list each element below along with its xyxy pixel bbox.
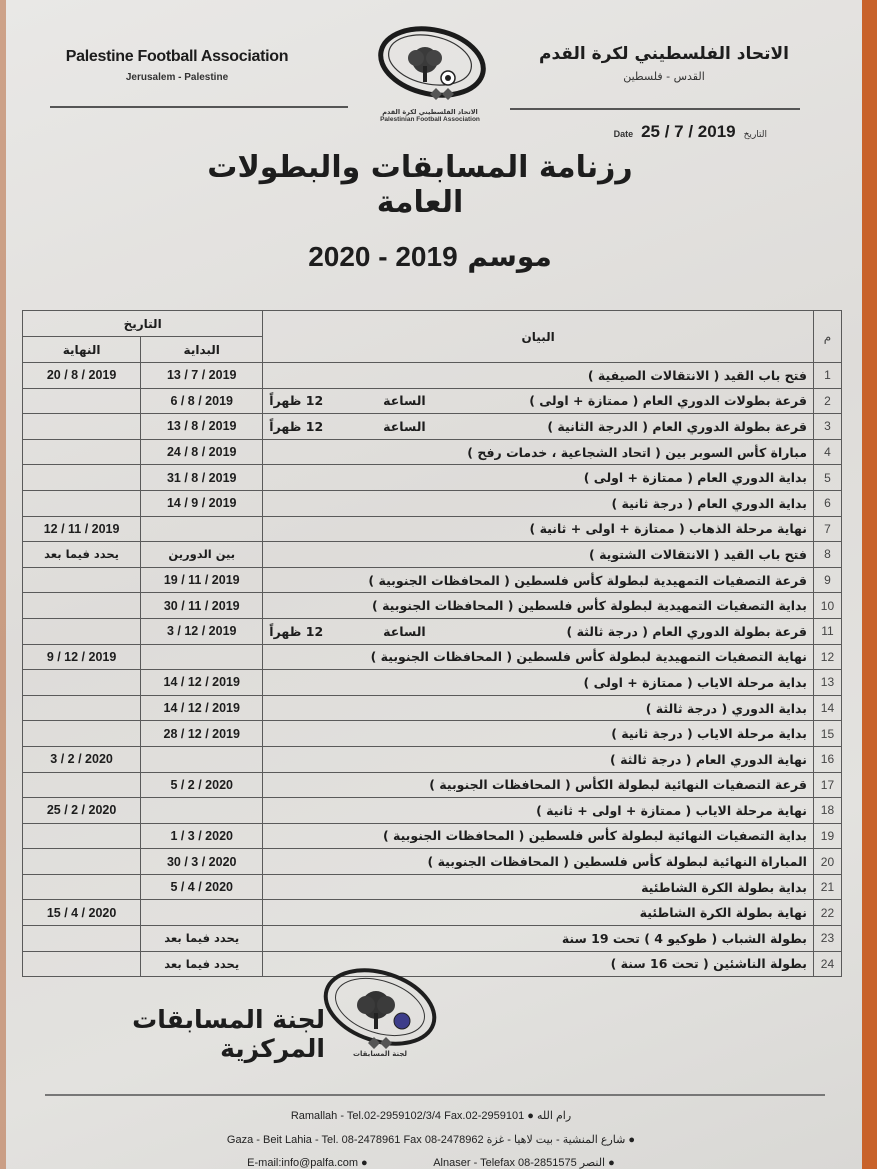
table-row [23,644,842,670]
start-date [141,798,263,824]
end-date [23,823,141,849]
row-description [263,926,814,952]
start-date: 19 / 11 / 2019 [141,567,263,593]
start-date: يحدد فيما بعد [141,926,263,952]
table-row [23,721,842,747]
start-date: 30 / 11 / 2019 [141,593,263,619]
row-number: 20 [813,849,841,875]
row-description [263,670,814,696]
description-text: نهاية مرحلة الاياب ( ممتازة + اولى + ثانية ) [536,802,807,818]
table-row [23,363,842,389]
draw-time [269,624,425,639]
description-text: نهاية مرحلة الذهاب ( ممتازة + اولى + ثانية ) [529,521,807,537]
row-description [263,695,814,721]
footer-divider [45,1094,825,1096]
row-number: 24 [813,951,841,977]
row-number: 9 [813,567,841,593]
row-number: 14 [813,695,841,721]
end-date [23,849,141,875]
description-text: بطولة الناشئين ( تحت 16 سنة ) [610,956,807,972]
row-description [263,823,814,849]
table-row [23,388,842,414]
start-date: 30 / 3 / 2020 [141,849,263,875]
table-row [23,593,842,619]
start-date: 14 / 12 / 2019 [141,670,263,696]
footer-gaza: Gaza - Beit Lahia - Tel. 08-2478961 Fax 08-2478962 شارع المنشية - بيت لاهيا - غزة ● [226,1134,636,1146]
date-label-ar: التاريخ [743,130,767,140]
row-number: 15 [813,721,841,747]
stamp-caption: لجنة المسابقات [352,1050,407,1058]
row-number: 16 [813,746,841,772]
table-row [23,798,842,824]
row-description [263,542,814,568]
end-date: يحدد فيما بعد [23,542,141,568]
header-english [62,48,292,83]
start-date: 14 / 12 / 2019 [141,695,263,721]
schedule-body [23,363,842,977]
schedule-table [22,310,842,977]
row-description [263,567,814,593]
table-row [23,439,842,465]
row-description [263,644,814,670]
row-number: 13 [813,670,841,696]
description-text: قرعة بطولات الدوري العام ( ممتازة + اولى ) [529,393,807,409]
end-date [23,926,141,952]
end-date: 3 / 2 / 2020 [23,746,141,772]
description-text: نهاية بطولة الكرة الشاطئية [639,905,807,921]
end-date [23,951,141,977]
end-date [23,670,141,696]
row-description [263,516,814,542]
table-row [23,670,842,696]
description-text: بداية الدوري العام ( ممتازة + اولى ) [583,470,807,486]
end-date [23,388,141,414]
table-row [23,874,842,900]
table-row [23,465,842,491]
header-num: م [813,311,841,363]
table-row [23,772,842,798]
end-date: 25 / 2 / 2020 [23,798,141,824]
row-number: 18 [813,798,841,824]
start-date: 28 / 12 / 2019 [141,721,263,747]
start-date: 5 / 4 / 2020 [141,874,263,900]
time-label: الساعة [383,623,426,639]
start-date [141,746,263,772]
time-value: 12 ظهراً [269,393,324,409]
row-description [263,593,814,619]
row-description [263,746,814,772]
description-text: فتح باب القيد ( الانتقالات الصيفية ) [587,367,807,383]
row-number: 17 [813,772,841,798]
row-number: 12 [813,644,841,670]
end-date [23,874,141,900]
document-date [614,122,767,142]
page-title: رزنامة المسابقات والبطولات العامة [207,150,633,220]
row-number: 10 [813,593,841,619]
time-label: الساعة [383,418,426,434]
table-row [23,746,842,772]
table-row [23,900,842,926]
description-text: قرعة بطولة الدوري العام ( الدرجة الثانية ) [547,418,807,434]
row-description [263,490,814,516]
start-date: بين الدورين [141,542,263,568]
row-description [263,900,814,926]
footer-alnaser: Alnaser - Telefax 08-2851575 النصر ● [433,1157,615,1169]
start-date: 13 / 8 / 2019 [141,414,263,440]
end-date: 15 / 4 / 2020 [23,900,141,926]
row-number: 7 [813,516,841,542]
start-date: 1 / 3 / 2020 [141,823,263,849]
row-number: 4 [813,439,841,465]
time-value: 12 ظهراً [269,418,324,434]
table-row [23,516,842,542]
logo-caption-en: Palestinian Football Association [380,116,480,123]
start-date: 14 / 9 / 2019 [141,490,263,516]
description-text: نهاية الدوري العام ( درجة ثالثة ) [610,751,807,767]
logo-caption-ar: الاتحاد الفلسطيني لكرة القدم [382,108,478,116]
row-number: 19 [813,823,841,849]
start-date: 6 / 8 / 2019 [141,388,263,414]
description-text: بداية التصفيات النهائية لبطولة كأس فلسطين ( المحافظات الجنوبية ) [382,828,807,844]
table-row [23,414,842,440]
table-row [23,567,842,593]
header-start: البداية [141,337,263,363]
start-date: 3 / 12 / 2019 [141,618,263,644]
season-title [270,240,590,273]
description-text: بطولة الشباب ( طوكيو 4 ) تحت 19 سنة [561,930,807,946]
description-text: مباراة كأس السوبر بين ( اتحاد الشجاعية ، خدمات رفح ) [467,444,807,460]
end-date [23,618,141,644]
location-en: Jerusalem - Palestine [125,72,229,83]
description-text: بداية الدوري ( درجة ثالثة ) [645,700,807,716]
time-value: 12 ظهراً [269,623,324,639]
row-number: 1 [813,363,841,389]
table-row [23,849,842,875]
row-number: 22 [813,900,841,926]
footer-email: E-mail:info@palfa.com ● [247,1157,368,1169]
row-description [263,772,814,798]
start-date: 24 / 8 / 2019 [141,439,263,465]
row-description [263,798,814,824]
draw-time [269,419,425,434]
end-date: 12 / 11 / 2019 [23,516,141,542]
start-date [141,900,263,926]
end-date [23,465,141,491]
committee-signature: لجنة المسابقات المركزية [132,1005,325,1063]
start-date: 5 / 2 / 2020 [141,772,263,798]
table-row [23,542,842,568]
table-row [23,490,842,516]
row-description [263,849,814,875]
season-label: موسم [467,240,552,273]
row-description [263,721,814,747]
start-date: 13 / 7 / 2019 [141,363,263,389]
date-label-en: Date [613,129,634,139]
date-value: 25 / 7 / 2019 [641,122,736,141]
description-text: بداية الدوري العام ( درجة ثانية ) [611,495,807,511]
row-description [263,439,814,465]
row-number: 5 [813,465,841,491]
end-date [23,490,141,516]
row-description [263,363,814,389]
end-date [23,439,141,465]
table-row [23,926,842,952]
org-name-ar: الاتحاد الفلسطيني لكرة القدم [539,44,789,64]
table-row [23,618,842,644]
header-divider-right [510,108,800,110]
description-text: نهاية التصفيات التمهيدية لبطولة كأس فلسطين ( المحافظات الجنوبية ) [370,649,807,665]
logo-caption [340,108,520,124]
row-number: 8 [813,542,841,568]
footer-ramallah: Ramallah - Tel.02-2959102/3/4 Fax.02-2959101 ● رام الله [290,1110,572,1122]
end-date: 20 / 8 / 2019 [23,363,141,389]
row-number: 2 [813,388,841,414]
description-text: بداية مرحلة الاياب ( درجة ثانية ) [611,726,807,742]
footer-contact [0,1156,862,1169]
end-date: 9 / 12 / 2019 [23,644,141,670]
row-description [263,465,814,491]
end-date [23,593,141,619]
draw-time [269,393,425,408]
row-number: 11 [813,618,841,644]
committee-stamp-icon [318,965,448,1075]
page-edge [0,0,6,1169]
row-number: 6 [813,490,841,516]
row-number: 3 [813,414,841,440]
season-years: 2020 - 2019 [308,241,458,272]
description-text: بداية مرحلة الاياب ( ممتازة + اولى ) [583,674,807,690]
header-divider-left [50,106,348,108]
description-text: فتح باب القيد ( الانتقالات الشتوية ) [589,546,807,562]
start-date: يحدد فيما بعد [141,951,263,977]
row-number: 23 [813,926,841,952]
row-description [263,414,814,440]
end-date [23,414,141,440]
start-date [141,644,263,670]
table-row [23,695,842,721]
time-label: الساعة [383,393,426,409]
description-text: بداية بطولة الكرة الشاطئية [641,879,807,895]
end-date [23,695,141,721]
header-arabic [534,44,794,83]
header-date-group: التاريخ [23,311,263,337]
header-description: البيان [263,311,814,363]
end-date [23,772,141,798]
end-date [23,567,141,593]
start-date [141,516,263,542]
description-text: بداية التصفيات التمهيدية لبطولة كأس فلسطين ( المحافظات الجنوبية ) [372,598,807,614]
table-row [23,823,842,849]
description-text: قرعة التصفيات التمهيدية لبطولة كأس فلسطين ( المحافظات الجنوبية ) [368,572,807,588]
row-description [263,874,814,900]
start-date: 31 / 8 / 2019 [141,465,263,491]
org-name-en: Palestine Football Association [65,48,289,65]
end-date [23,721,141,747]
row-number: 21 [813,874,841,900]
row-description [263,388,814,414]
description-text: قرعة بطولة الدوري العام ( درجة ثالثة ) [566,623,807,639]
header-end: النهاية [23,337,141,363]
row-description [263,618,814,644]
location-ar: القدس - فلسطين [623,70,705,83]
description-text: المباراة النهائية لبطولة كأس فلسطين ( المحافظات الجنوبية ) [427,854,807,870]
description-text: قرعة التصفيات النهائية لبطولة الكأس ( المحافظات الجنوبية ) [429,777,807,793]
